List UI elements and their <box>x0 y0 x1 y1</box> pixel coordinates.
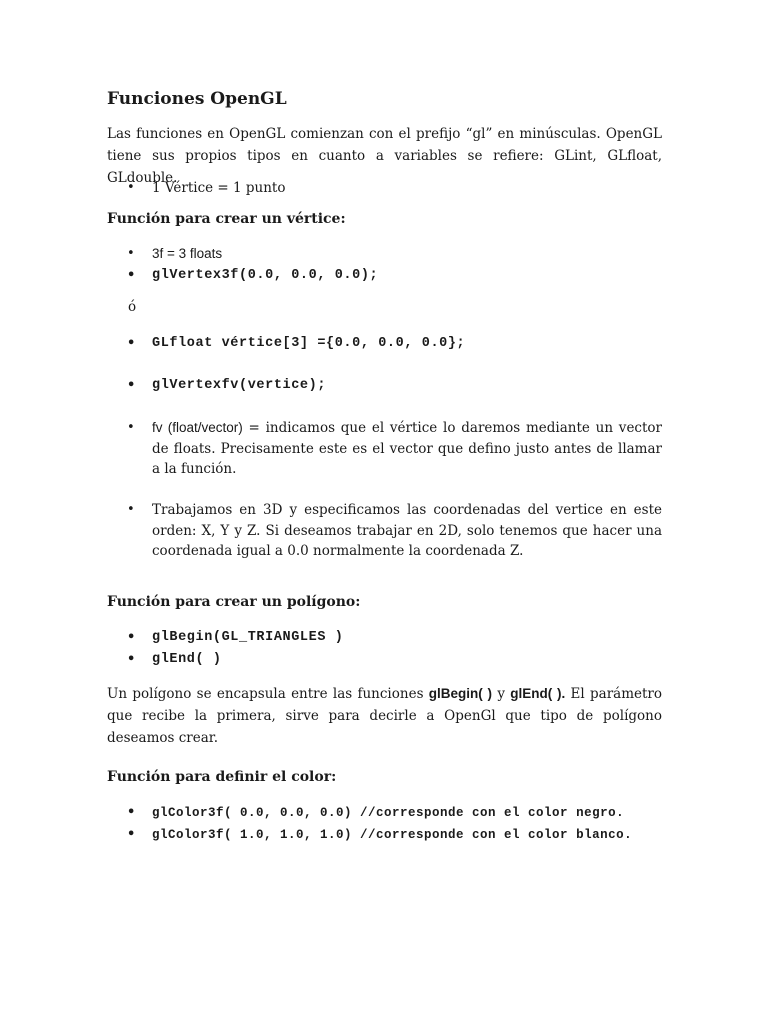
code-list-item: • glEnd( ) <box>152 650 662 671</box>
inline-code: glEnd( ). <box>510 686 566 701</box>
or-separator: ó <box>128 299 137 315</box>
section-heading-vertex: Función para crear un vértice: <box>107 211 346 227</box>
inline-code: glBegin( ) <box>428 686 493 701</box>
text-span: El parámetro que recibe la primera, sirve para decirle a OpenGl que tipo de polígono deseamos crear. <box>107 686 662 746</box>
code-list-item: • glVertex3f(0.0, 0.0, 0.0); <box>152 266 662 287</box>
code-list-item: • glColor3f( 0.0, 0.0, 0.0) //corresponde con el color negro. <box>152 803 712 824</box>
page-title: Funciones OpenGL <box>107 89 287 109</box>
intro-paragraph: Las funciones en OpenGL comienzan con el prefijo “gl” en minúsculas. OpenGL tiene sus propios tipos en cuanto a variables se refiere: GLint, GLfloat, GLdouble. <box>107 126 662 186</box>
code-list-item: • glBegin(GL_TRIANGLES ) <box>152 628 662 649</box>
text-span: Un polígono se encapsula entre las funciones <box>107 686 429 702</box>
section-heading-polygon: Función para crear un polígono: <box>107 594 361 610</box>
text-span: y <box>492 686 511 702</box>
list-item: • 1 Vértice = 1 punto <box>152 178 662 199</box>
code-list-item: • glVertexfv(vertice); <box>152 376 662 397</box>
list-item <box>152 418 662 480</box>
polygon-paragraph <box>107 683 662 749</box>
term-description: = indicamos que el vértice lo daremos mediante un vector de floats. Precisamente este es el vector que defino justo antes de llamar a la función. <box>152 420 662 477</box>
code-list-item: • glColor3f( 1.0, 1.0, 1.0) //corresponde con el color blanco. <box>152 825 712 846</box>
code-list-item: • GLfloat vértice[3] ={0.0, 0.0, 0.0}; <box>152 334 662 355</box>
list-item: • 3f = 3 floats <box>152 244 662 265</box>
section-heading-color: Función para definir el color: <box>107 769 337 785</box>
list-item: • Trabajamos en 3D y especificamos las coordenadas del vertice en este orden: X, Y y Z. Si deseamos trabajar en 2D, solo tenemos que hacer una coordenada igual a 0.0 normalmente la coordenada Z. <box>152 500 662 562</box>
term-label: fv (float/vector) <box>152 420 243 435</box>
